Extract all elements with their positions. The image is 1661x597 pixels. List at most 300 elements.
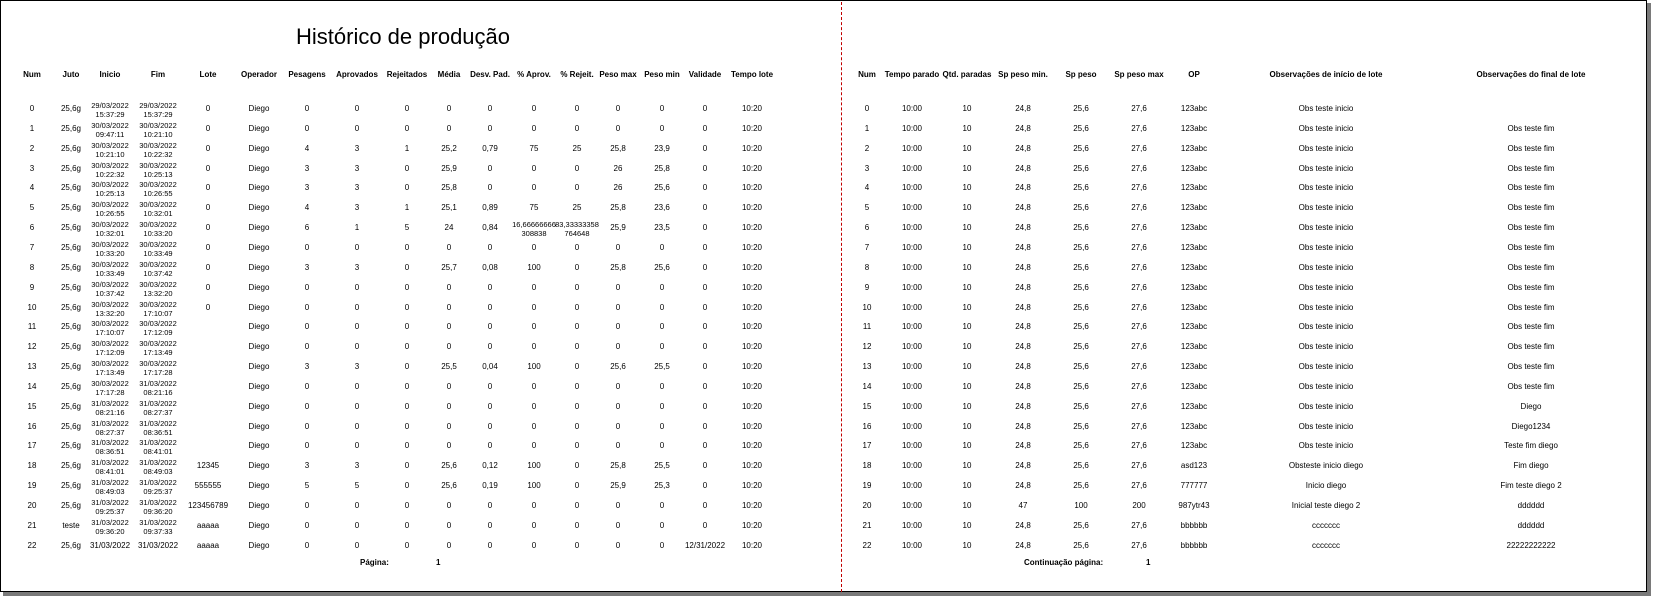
table-cell: 25,5 xyxy=(441,362,457,372)
table-cell: 25,8 xyxy=(610,143,626,153)
table-cell: 22 xyxy=(862,540,872,550)
table-cell: Obs teste inicio xyxy=(1298,183,1354,193)
table-cell: 0 xyxy=(354,123,360,133)
table-cell: 21 xyxy=(27,520,37,530)
table-cell: 0 xyxy=(702,481,708,491)
continuation-page-number: 1 xyxy=(1146,558,1151,567)
table-cell: Obs teste inicio xyxy=(1298,242,1354,252)
table-cell: 0 xyxy=(404,520,410,530)
table-cell: 0 xyxy=(659,520,665,530)
table-cell: 7 xyxy=(29,242,35,252)
table-cell: 0 xyxy=(205,282,211,292)
table-cell: 10:00 xyxy=(901,481,923,491)
page-shadow-bottom xyxy=(3,592,1651,596)
table-cell: 0 xyxy=(354,342,360,352)
table-cell: Diego xyxy=(248,520,270,530)
table-cell: 0 xyxy=(615,520,621,530)
table-cell: 25,6g xyxy=(60,123,82,133)
table-cell: 123abc xyxy=(1180,322,1208,332)
table-cell: 0 xyxy=(404,302,410,312)
table-cell: 25,6 xyxy=(1073,441,1089,451)
table-cell: Obs teste inicio xyxy=(1298,123,1354,133)
column-header: Observações do final de lote xyxy=(1476,70,1586,79)
table-cell: 0 xyxy=(404,441,410,451)
table-cell: 27,6 xyxy=(1131,302,1147,312)
table-cell: 0 xyxy=(659,540,665,550)
table-cell: 83,33333358 764648 xyxy=(555,220,599,239)
table-cell: 3 xyxy=(304,183,310,193)
table-cell: 0 xyxy=(205,302,211,312)
table-cell: 0 xyxy=(702,401,708,411)
table-cell: 16,66666666 308838 xyxy=(512,220,556,239)
table-cell: 0 xyxy=(864,104,870,113)
table-cell: 9 xyxy=(864,282,870,292)
page-shadow-right xyxy=(1647,3,1651,595)
table-cell: 14 xyxy=(862,381,872,391)
table-cell: 3 xyxy=(354,143,360,153)
table-cell: 10 xyxy=(962,262,972,272)
table-cell: dddddd xyxy=(1517,501,1545,510)
table-cell: 11 xyxy=(27,322,37,332)
table-cell: 0 xyxy=(404,540,410,550)
table-cell: 75 xyxy=(529,143,539,153)
table-cell: 0 xyxy=(487,520,493,530)
table-cell: 0 xyxy=(702,203,708,213)
table-cell: 0 xyxy=(702,123,708,133)
table-cell: 30/03/2022 17:17:28 xyxy=(139,359,177,378)
table-cell: 25,7 xyxy=(441,262,457,272)
table-cell: 30/03/2022 09:47:11 xyxy=(91,120,129,139)
table-cell: 0 xyxy=(304,421,310,431)
table-cell: 27,6 xyxy=(1131,421,1147,431)
table-cell: 27,6 xyxy=(1131,540,1147,550)
table-cell: 12/31/2022 xyxy=(684,540,726,550)
table-cell: 0 xyxy=(702,223,708,233)
column-header: Tempo lote xyxy=(730,70,774,79)
table-cell: 13 xyxy=(27,362,37,372)
table-cell: 25,6 xyxy=(1073,401,1089,411)
table-cell: 10 xyxy=(962,520,972,530)
table-cell: 1 xyxy=(404,143,410,153)
table-cell: 25,6g xyxy=(60,242,82,252)
table-cell: 10:20 xyxy=(741,123,763,133)
table-cell: 10 xyxy=(962,342,972,352)
table-cell: 0 xyxy=(404,183,410,193)
table-cell: 10:00 xyxy=(901,163,923,173)
table-cell: Obs teste inicio xyxy=(1298,401,1354,411)
table-cell: 24,8 xyxy=(1015,540,1031,550)
table-cell: 24,8 xyxy=(1015,282,1031,292)
table-cell: 25,6 xyxy=(1073,421,1089,431)
table-cell: 30/03/2022 17:12:09 xyxy=(91,339,129,358)
table-cell: Diego xyxy=(248,401,270,411)
table-cell: Obs teste fim xyxy=(1507,203,1555,213)
table-cell: 0 xyxy=(659,302,665,312)
table-cell: 10:20 xyxy=(741,421,763,431)
table-cell: Obs teste fim xyxy=(1507,282,1555,292)
table-cell: Obs teste inicio xyxy=(1298,362,1354,372)
table-cell: 0 xyxy=(702,501,708,510)
table-cell: 10:20 xyxy=(741,540,763,550)
table-cell: 25,6 xyxy=(1073,540,1089,550)
table-cell: 24,8 xyxy=(1015,362,1031,372)
table-cell: Diego xyxy=(248,203,270,213)
table-cell: 2 xyxy=(29,143,35,153)
table-cell: 0 xyxy=(659,401,665,411)
table-cell: 29/03/2022 15:37:29 xyxy=(91,101,129,119)
continuation-page-label: Continuação página: xyxy=(1024,558,1104,567)
table-cell: 25,6g xyxy=(60,143,82,153)
table-cell: Diego xyxy=(248,461,270,471)
table-cell: 0 xyxy=(702,461,708,471)
table-cell: 6 xyxy=(864,223,870,233)
table-cell: 0 xyxy=(304,282,310,292)
table-cell: 0 xyxy=(702,441,708,451)
table-cell: 10 xyxy=(962,501,972,510)
column-header: Inicio xyxy=(99,70,121,79)
table-cell: 3 xyxy=(354,203,360,213)
table-cell: Obs teste inicio xyxy=(1298,441,1354,451)
table-cell: 31/03/2022 08:36:51 xyxy=(139,418,177,437)
table-cell: 0 xyxy=(702,302,708,312)
table-cell: 10:00 xyxy=(901,540,923,550)
table-cell: 0 xyxy=(404,401,410,411)
table-cell: 24,8 xyxy=(1015,242,1031,252)
table-cell: 123abc xyxy=(1180,123,1208,133)
table-cell: 25,6g xyxy=(60,401,82,411)
table-cell: 0 xyxy=(574,302,580,312)
table-cell: 10 xyxy=(962,401,972,411)
table-cell: 27,6 xyxy=(1131,441,1147,451)
table-cell: 23,5 xyxy=(654,223,670,233)
table-cell: 3 xyxy=(354,262,360,272)
column-header: Pesagens xyxy=(288,70,326,79)
table-cell: 25,6 xyxy=(1073,342,1089,352)
table-cell: 31/03/2022 08:27:37 xyxy=(139,398,177,417)
table-cell: 0 xyxy=(531,183,537,193)
table-cell: 12 xyxy=(862,342,872,352)
table-cell: Diego xyxy=(248,421,270,431)
table-cell: 30/03/2022 10:32:01 xyxy=(139,200,177,219)
table-cell: 6 xyxy=(304,223,310,233)
table-cell: 10:00 xyxy=(901,441,923,451)
table-cell: 0 xyxy=(404,322,410,332)
column-header: Lote xyxy=(199,70,217,79)
table-cell: 0 xyxy=(487,123,493,133)
table-cell: 0 xyxy=(659,104,665,113)
table-cell: 27,6 xyxy=(1131,481,1147,491)
table-cell: 25,6 xyxy=(1073,322,1089,332)
table-cell: 25,6g xyxy=(60,362,82,372)
table-cell: 10 xyxy=(962,322,972,332)
table-cell: 10:20 xyxy=(741,381,763,391)
table-cell: 0 xyxy=(404,342,410,352)
column-header: OP xyxy=(1188,70,1200,79)
table-cell: 10:00 xyxy=(901,501,923,510)
table-cell: 0 xyxy=(354,302,360,312)
table-cell: 15 xyxy=(27,401,37,411)
table-cell: 25,9 xyxy=(441,163,457,173)
table-cell: 25,8 xyxy=(654,163,670,173)
table-cell: 25,6g xyxy=(60,481,82,491)
table-cell: 10:00 xyxy=(901,342,923,352)
table-cell: 25,6 xyxy=(1073,362,1089,372)
table-cell: Obs teste inicio xyxy=(1298,381,1354,391)
table-cell: 123abc xyxy=(1180,302,1208,312)
table-cell: Diego xyxy=(248,322,270,332)
table-cell: 0 xyxy=(574,123,580,133)
table-cell: 0 xyxy=(487,183,493,193)
table-cell: Diego xyxy=(248,143,270,153)
table-cell: 0 xyxy=(574,501,580,510)
table-cell: 0 xyxy=(304,501,310,510)
table-cell: 0 xyxy=(615,282,621,292)
table-cell: 3 xyxy=(354,461,360,471)
table-cell: 0 xyxy=(659,381,665,391)
table-cell: 10:00 xyxy=(901,362,923,372)
table-cell: 0 xyxy=(446,381,452,391)
table-cell: 5 xyxy=(864,203,870,213)
table-cell: 0 xyxy=(574,401,580,411)
table-cell: 27,6 xyxy=(1131,262,1147,272)
table-cell: bbbbbb xyxy=(1180,520,1208,530)
table-cell: 0 xyxy=(659,342,665,352)
table-cell: 27,6 xyxy=(1131,183,1147,193)
table-cell: 0 xyxy=(487,282,493,292)
table-cell: Teste fim diego xyxy=(1504,441,1558,451)
table-cell: 0,08 xyxy=(482,262,498,272)
table-cell: 10 xyxy=(962,104,972,113)
table-cell: Diego xyxy=(248,302,270,312)
table-cell: 3 xyxy=(354,362,360,372)
table-cell: 25,6g xyxy=(60,163,82,173)
table-cell: Fim teste diego 2 xyxy=(1500,481,1562,491)
table-cell: 10 xyxy=(962,143,972,153)
table-cell: Obs teste fim xyxy=(1507,262,1555,272)
table-cell: 0 xyxy=(531,401,537,411)
table-cell: 11 xyxy=(862,322,872,332)
table-cell: 31/03/2022 08:27:37 xyxy=(91,418,129,437)
table-cell: 27,6 xyxy=(1131,520,1147,530)
table-cell: Obs teste fim xyxy=(1507,183,1555,193)
table-cell: 0 xyxy=(615,302,621,312)
table-cell: 25,6 xyxy=(1073,282,1089,292)
table-cell: 10 xyxy=(962,282,972,292)
table-cell: 22222222222 xyxy=(1506,540,1556,550)
table-cell: 10:00 xyxy=(901,322,923,332)
table-cell: 24,8 xyxy=(1015,481,1031,491)
table-cell: 0 xyxy=(304,342,310,352)
table-cell: 25,6g xyxy=(60,381,82,391)
table-cell: 27,6 xyxy=(1131,143,1147,153)
table-cell: 10:00 xyxy=(901,203,923,213)
table-cell: 0 xyxy=(659,123,665,133)
table-cell: 27,6 xyxy=(1131,163,1147,173)
table-cell: 0 xyxy=(304,104,310,113)
table-cell: 5 xyxy=(404,223,410,233)
table-cell: 0 xyxy=(487,322,493,332)
table-cell: 25,6 xyxy=(610,362,626,372)
column-header: Média xyxy=(437,70,461,79)
table-cell: 0 xyxy=(354,282,360,292)
table-cell: 0 xyxy=(404,282,410,292)
table-cell: 21 xyxy=(862,520,872,530)
table-cell: 0 xyxy=(446,104,452,113)
table-cell: 100 xyxy=(1074,501,1088,510)
table-cell: 1 xyxy=(404,203,410,213)
table-cell: 0 xyxy=(487,441,493,451)
table-cell: 0 xyxy=(404,123,410,133)
table-cell: 10 xyxy=(27,302,37,312)
table-cell: 100 xyxy=(527,461,541,471)
table-cell: 0,89 xyxy=(482,203,498,213)
table-cell: 75 xyxy=(529,203,539,213)
table-cell: 27,6 xyxy=(1131,381,1147,391)
table-cell: 0 xyxy=(531,441,537,451)
table-cell: 25,6 xyxy=(441,481,457,491)
table-cell: 25,6g xyxy=(60,421,82,431)
table-cell: 8 xyxy=(864,262,870,272)
table-cell: 10:00 xyxy=(901,302,923,312)
table-cell: 0 xyxy=(615,401,621,411)
table-cell: 25,3 xyxy=(654,481,670,491)
table-cell: 9 xyxy=(29,282,35,292)
table-cell: 0 xyxy=(304,540,310,550)
table-cell: Diego xyxy=(248,381,270,391)
table-cell: 30/03/2022 10:33:49 xyxy=(91,259,129,278)
column-header: % Aprov. xyxy=(517,70,551,79)
table-cell: Obs teste inicio xyxy=(1298,104,1354,113)
table-cell: 3 xyxy=(304,262,310,272)
table-cell: 0 xyxy=(404,381,410,391)
table-cell: 0 xyxy=(574,242,580,252)
table-cell: Diego xyxy=(248,104,270,113)
table-cell: 10 xyxy=(962,481,972,491)
table-cell: Diego xyxy=(248,441,270,451)
table-cell: 25,6g xyxy=(60,540,82,550)
table-cell: 18 xyxy=(862,461,872,471)
column-header: Peso max xyxy=(599,70,637,79)
table-cell: 0 xyxy=(702,520,708,530)
table-cell: 31/03/2022 08:49:03 xyxy=(91,478,129,497)
table-cell: Diego xyxy=(248,123,270,133)
table-cell: 10:00 xyxy=(901,520,923,530)
table-cell: Obs teste inicio xyxy=(1298,282,1354,292)
table-cell: 17 xyxy=(862,441,872,451)
table-cell: 47 xyxy=(1018,501,1028,510)
table-cell: 0 xyxy=(615,123,621,133)
table-cell: 0 xyxy=(531,302,537,312)
table-cell: 8 xyxy=(29,262,35,272)
table-cell: 25,6 xyxy=(654,183,670,193)
table-cell: 0 xyxy=(702,362,708,372)
report-title: Histórico de produção xyxy=(296,24,511,49)
table-cell: 25,9 xyxy=(610,223,626,233)
table-cell: 123abc xyxy=(1180,441,1208,451)
table-cell: 0 xyxy=(574,520,580,530)
table-cell: 123abc xyxy=(1180,282,1208,292)
table-cell: 0 xyxy=(354,104,360,113)
table-cell: 25,6g xyxy=(60,262,82,272)
table-cell: 0 xyxy=(531,163,537,173)
table-cell: 0 xyxy=(205,203,211,213)
table-cell: 123abc xyxy=(1180,401,1208,411)
table-cell: 0 xyxy=(304,441,310,451)
table-cell: 25,6 xyxy=(1073,242,1089,252)
table-cell: 0 xyxy=(205,242,211,252)
table-cell: 10 xyxy=(962,123,972,133)
table-cell: 0 xyxy=(702,143,708,153)
table-cell: 23,9 xyxy=(654,143,670,153)
table-cell: 0 xyxy=(574,461,580,471)
table-cell: 0 xyxy=(659,322,665,332)
table-cell: 0 xyxy=(574,282,580,292)
table-cell: 27,6 xyxy=(1131,401,1147,411)
table-cell: 25,6 xyxy=(1073,381,1089,391)
table-cell: 31/03/2022 xyxy=(137,540,179,550)
table-cell: 25,6g xyxy=(60,441,82,451)
table-cell: 0 xyxy=(205,183,211,193)
table-cell: 30/03/2022 17:13:49 xyxy=(91,359,129,378)
table-cell: 10:20 xyxy=(741,223,763,233)
table-cell: 123abc xyxy=(1180,342,1208,352)
table-cell: Obs teste fim xyxy=(1507,362,1555,372)
table-cell: 10:00 xyxy=(901,223,923,233)
table-cell: 123abc xyxy=(1180,362,1208,372)
table-cell: 10:00 xyxy=(901,381,923,391)
table-cell: 10 xyxy=(962,421,972,431)
table-cell: 0 xyxy=(487,163,493,173)
table-cell: 0 xyxy=(205,262,211,272)
column-header: Juto xyxy=(62,70,80,79)
table-cell: 25,5 xyxy=(654,461,670,471)
table-cell: 0,84 xyxy=(482,223,498,233)
table-cell: 13 xyxy=(862,362,872,372)
table-cell: 5 xyxy=(29,203,35,213)
table-cell: 0 xyxy=(304,401,310,411)
table-cell: 10:00 xyxy=(901,242,923,252)
table-cell: 10:20 xyxy=(741,441,763,451)
table-cell: 24,8 xyxy=(1015,322,1031,332)
table-cell: 25,6g xyxy=(60,302,82,312)
table-cell: 7 xyxy=(864,242,870,252)
table-cell: 24,8 xyxy=(1015,183,1031,193)
table-cell: Diego xyxy=(248,163,270,173)
table-cell: 10:00 xyxy=(901,282,923,292)
table-cell: 0 xyxy=(615,342,621,352)
table-cell: 1 xyxy=(354,223,360,233)
table-cell: 0 xyxy=(304,242,310,252)
table-cell: 0 xyxy=(446,302,452,312)
table-cell: 3 xyxy=(304,163,310,173)
table-cell: 0 xyxy=(531,540,537,550)
table-cell: 0 xyxy=(354,501,360,510)
table-cell: 30/03/2022 17:12:09 xyxy=(139,319,177,338)
table-cell: 18 xyxy=(27,461,37,471)
table-cell: 23,6 xyxy=(654,203,670,213)
table-cell: 30/03/2022 10:21:10 xyxy=(91,140,129,159)
table-cell: Diego xyxy=(248,342,270,352)
table-cell: 25,8 xyxy=(610,461,626,471)
table-cell: 0 xyxy=(615,441,621,451)
table-cell: Obs teste fim xyxy=(1507,342,1555,352)
table-cell: 0 xyxy=(487,540,493,550)
column-header: Tempo parado xyxy=(884,70,940,79)
table-cell: 17 xyxy=(27,441,37,451)
table-cell: 0 xyxy=(446,342,452,352)
table-cell: 10:00 xyxy=(901,143,923,153)
table-cell: 25,6 xyxy=(1073,481,1089,491)
